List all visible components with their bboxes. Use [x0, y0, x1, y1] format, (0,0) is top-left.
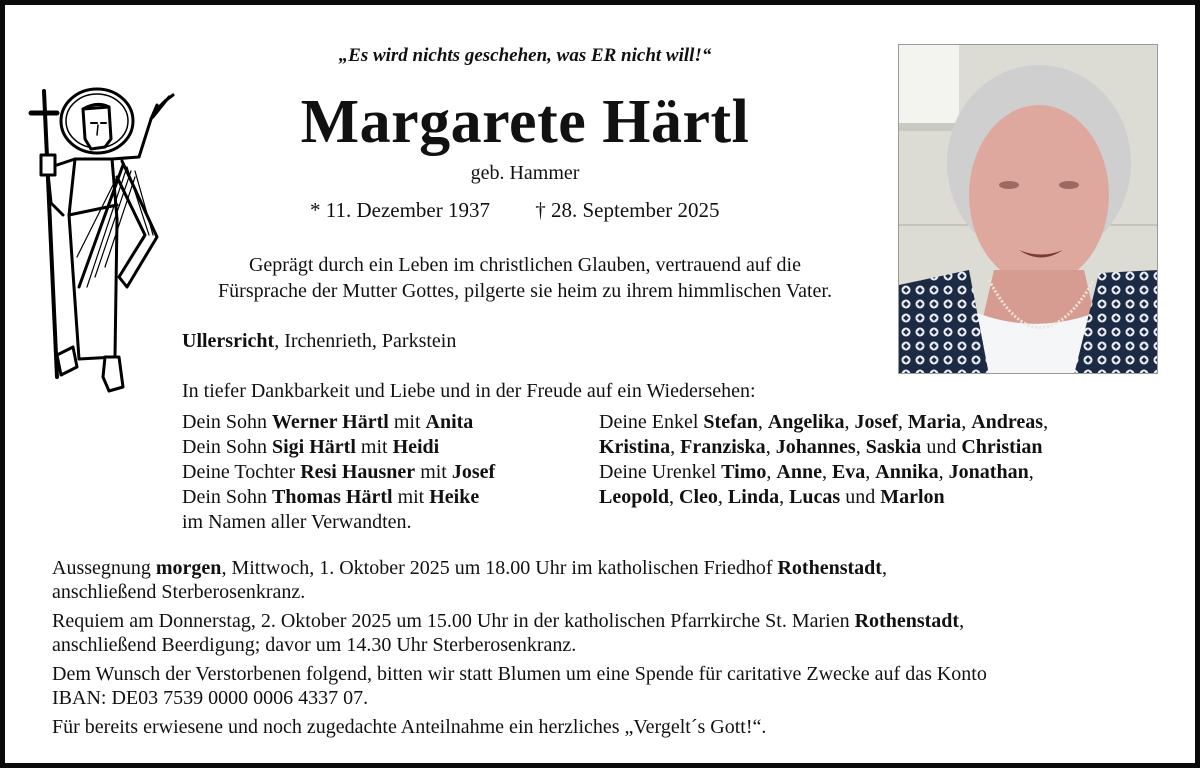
- relative-name: Cleo: [679, 486, 718, 508]
- relative-name: Anne: [776, 461, 822, 483]
- great-grandchildren-line-2: Leopold, Cleo, Linda, Lucas und Marlon: [599, 486, 945, 508]
- birth-date: * 11. Dezember 1937: [310, 198, 490, 222]
- relative-name: Franziska: [680, 436, 766, 458]
- tribute-text: [5, 252, 1045, 304]
- maiden-name: geb. Hammer: [470, 162, 580, 184]
- mourner-row: Dein Sohn Werner Härtl mit Anita: [182, 411, 474, 433]
- relative-name: Kristina: [599, 436, 671, 458]
- tribute-line: Geprägt durch ein Leben im christlichen Glauben, vertrauend auf die: [248, 254, 801, 276]
- death-date: † 28. September 2025: [535, 198, 720, 222]
- service-notices: [52, 556, 1162, 744]
- relative-name: Saskia: [865, 436, 922, 458]
- grandchildren-line-1: Deine Enkel Stefan, Angelika, Josef, Maria, Andreas,: [599, 411, 1049, 433]
- thanks-notice: Für bereits erwiesene und noch zugedachte Anteilnahme ein herzliches „Vergelt´s Gott!“.: [52, 716, 767, 738]
- relative-name: Josef: [854, 411, 898, 433]
- relative-name: Linda: [727, 486, 780, 508]
- relative-name: Leopold: [599, 486, 670, 508]
- mourners-intro: In tiefer Dankbarkeit und Liebe und in der Freude auf ein Wiedersehen:: [182, 380, 756, 402]
- mourners-closing: im Namen aller Verwandten.: [182, 511, 412, 533]
- deceased-name: Margarete Härtl: [300, 88, 750, 156]
- relative-name: Angelika: [767, 411, 845, 433]
- mourner-row: Dein Sohn Sigi Härtl mit Heidi: [182, 436, 440, 458]
- grandchildren-line-2: Kristina, Franziska, Johannes, Saskia und Christian: [599, 436, 1043, 458]
- donation-notice: Dem Wunsch der Verstorbenen folgend, bitten wir statt Blumen um eine Spende für caritative Zwecke auf das Konto IBAN: DE03 7539 0000 0006 4337 07.: [52, 662, 1162, 710]
- relative-name: Andreas: [971, 411, 1044, 433]
- relative-name: Stefan: [703, 411, 758, 433]
- relative-name: Eva: [831, 461, 866, 483]
- mourners-children: [182, 410, 495, 535]
- place-others: , Irchenrieth, Parkstein: [274, 330, 457, 352]
- relative-name: Maria: [907, 411, 962, 433]
- mourners-grandchildren: [599, 410, 1048, 510]
- relative-name: Timo: [721, 461, 767, 483]
- mourner-row: Dein Sohn Thomas Härtl mit Heike: [182, 486, 480, 508]
- life-dates: [310, 198, 720, 223]
- tribute-line: Fürsprache der Mutter Gottes, pilgerte sie heim zu ihrem himmlischen Vater.: [218, 280, 832, 302]
- blessing-notice: Aussegnung morgen, Mittwoch, 1. Oktober 2025 um 18.00 Uhr im katholischen Friedhof Rothenstadt, anschließend Sterberosenkranz.: [52, 557, 887, 603]
- mourner-row: Deine Tochter Resi Hausner mit Josef: [182, 461, 496, 483]
- relative-name: Lucas: [789, 486, 841, 508]
- relative-name: Annika: [875, 461, 939, 483]
- requiem-notice: Requiem am Donnerstag, 2. Oktober 2025 um 15.00 Uhr in der katholischen Pfarrkirche St. Marien Rothenstadt, anschließend Beerdigung; davor um 14.30 Uhr Sterberosenkranz.: [52, 610, 965, 656]
- motto-quote: „Es wird nichts geschehen, was ER nicht will!“: [338, 45, 712, 66]
- relative-name: Jonathan: [948, 461, 1029, 483]
- iban: IBAN: DE03 7539 0000 0006 4337 07.: [52, 687, 369, 709]
- great-grandchildren-line-1: Deine Urenkel Timo, Anne, Eva, Annika, Jonathan,: [599, 461, 1034, 483]
- places-line: [182, 330, 456, 353]
- relative-name: Johannes: [775, 436, 856, 458]
- place-primary: Ullersricht: [182, 330, 275, 352]
